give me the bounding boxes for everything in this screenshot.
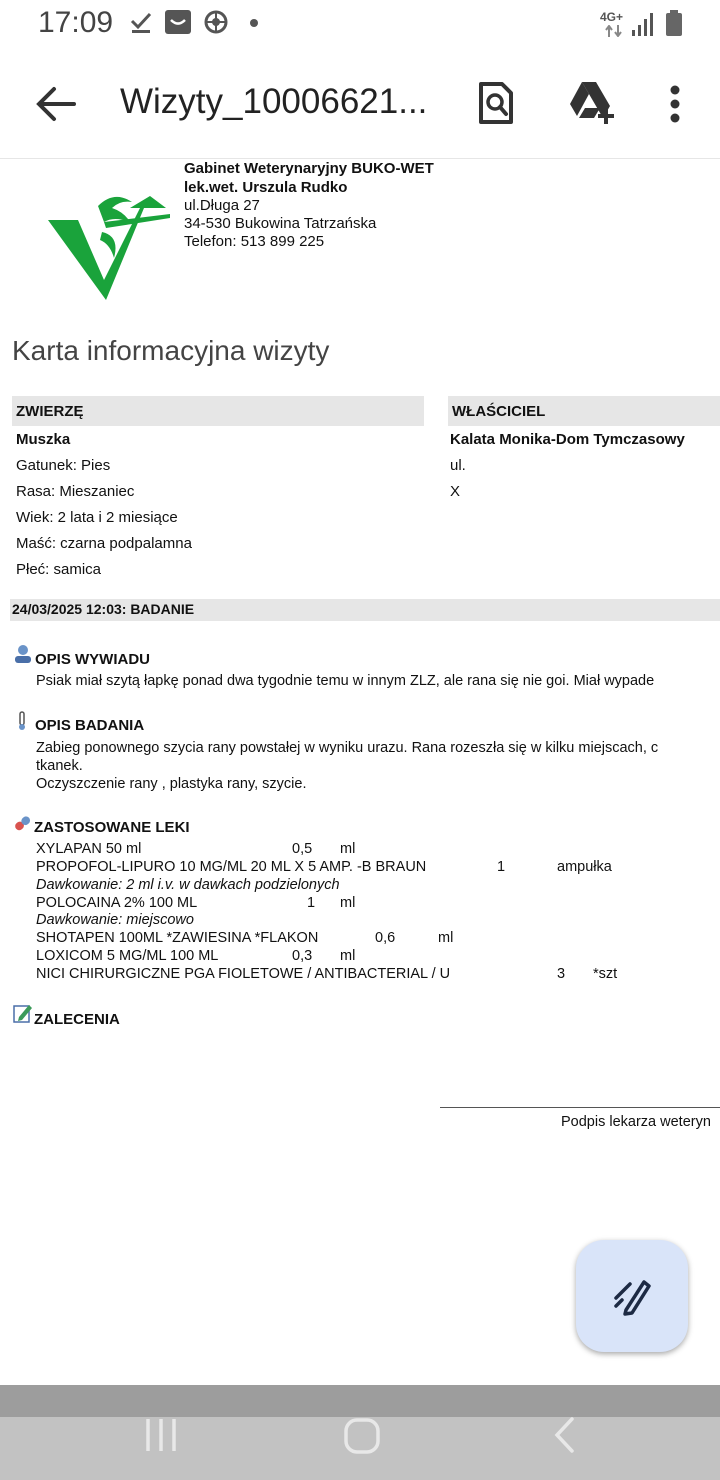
edit-pen-icon (612, 1276, 652, 1316)
edit-fab-button[interactable] (576, 1240, 688, 1352)
battery-icon (665, 10, 683, 37)
search-document-icon[interactable] (478, 82, 514, 124)
medicine-qty: 0,3 (292, 948, 313, 964)
animal-breed: Rasa: Mieszaniec (16, 483, 135, 500)
animal-section-label: ZWIERZĘ (16, 403, 84, 420)
clinic-name: Gabinet Weterynaryjny BUKO-WET (184, 160, 434, 177)
exam-text-line1: Zabieg ponownego szycia rany powstałej w wyniku urazu. Rana rozeszła się w kilku miejscach, c (36, 740, 659, 756)
medicine-qty: 0,6 (375, 930, 396, 946)
medicine-name: POLOCAINA 2% 100 ML (36, 895, 198, 911)
medicine-unit: ml (340, 948, 356, 964)
exam-text-line3: Oczyszczenie rany , plastyka rany, szycie. (36, 776, 307, 792)
signature-label: Podpis lekarza weteryn (561, 1114, 711, 1130)
animal-color: Maść: czarna podpalamna (16, 535, 192, 552)
check-icon (130, 10, 152, 34)
medicine-unit: ml (340, 841, 356, 857)
animal-name: Muszka (16, 431, 71, 448)
medicine-name: NICI CHIRURGICZNE PGA FIOLETOWE / ANTIBACTERIAL / U (36, 966, 451, 982)
medicine-qty: 1 (307, 895, 316, 911)
owner-city: X (450, 483, 461, 500)
clinic-street: ul.Długa 27 (184, 197, 260, 214)
nav-bar-strip (0, 1385, 720, 1417)
interview-text: Psiak miał szytą łapkę ponad dwa tygodnie temu w innym ZLZ, ale rana się nie goi. Miał wypade (36, 673, 655, 689)
medicine-name: PROPOFOL-LIPURO 10 MG/ML 20 ML X 5 AMP. -B BRAUN (36, 859, 427, 875)
more-vert-icon[interactable] (668, 84, 682, 124)
navigation-bar (0, 1385, 720, 1480)
medicines-title: ZASTOSOWANE LEKI (34, 819, 190, 836)
back-arrow-icon[interactable] (36, 86, 76, 122)
animal-age: Wiek: 2 lata i 2 miesiące (16, 509, 178, 526)
data-arrows-icon (604, 25, 624, 37)
status-bar (0, 0, 720, 50)
medicine-name: LOXICOM 5 MG/ML 100 ML (36, 948, 219, 964)
clinic-logo (44, 188, 174, 306)
status-time: 17:09 (38, 6, 114, 39)
app-bar (0, 50, 720, 159)
animal-sex: Płeć: samica (16, 561, 102, 578)
recommendations-title: ZALECENIA (34, 1011, 120, 1028)
medicine-qty: 3 (557, 966, 566, 982)
exam-title: OPIS BADANIA (35, 717, 145, 734)
signature-line (440, 1107, 720, 1108)
interview-title: OPIS WYWIADU (35, 651, 150, 668)
medicine-name: XYLAPAN 50 ml (36, 841, 142, 857)
inbox-icon (165, 10, 191, 34)
notepad-icon (13, 1003, 33, 1023)
thermometer-icon (17, 711, 27, 731)
owner-street: ul. (450, 457, 466, 474)
medicine-qty: 0,5 (292, 841, 313, 857)
document-heading: Karta informacyjna wizyty (12, 335, 330, 366)
visit-header: 24/03/2025 12:03: BADANIE (12, 601, 195, 617)
medicine-unit: ml (340, 895, 356, 911)
owner-name: Kalata Monika-Dom Tymczasowy (450, 431, 685, 448)
medicine-name: SHOTAPEN 100ML *ZAWIESINA *FLAKON (36, 930, 319, 946)
signal-icon (630, 12, 656, 36)
document-title: Wizyty_10006621... (120, 82, 428, 121)
medicine-qty: 1 (497, 859, 506, 875)
dot-icon (249, 18, 259, 28)
medicine-unit: *szt (593, 966, 618, 982)
back-icon[interactable] (553, 1417, 577, 1453)
medicine-dosage: Dawkowanie: 2 ml i.v. w dawkach podzielonych (36, 877, 340, 893)
medicine-dosage: Dawkowanie: miejscowo (36, 912, 194, 928)
exam-text-line2: tkanek. (36, 758, 83, 774)
clinic-phone: Telefon: 513 899 225 (184, 233, 325, 250)
interview-icon (13, 644, 33, 664)
medicine-unit: ampułka (557, 859, 612, 875)
flower-icon (203, 10, 229, 34)
recent-apps-icon[interactable] (144, 1417, 180, 1453)
drive-add-icon[interactable] (568, 80, 616, 124)
doctor-name: lek.wet. Urszula Rudko (184, 179, 348, 196)
clinic-city: 34-530 Bukowina Tatrzańska (184, 215, 377, 232)
medicine-unit: ml (438, 930, 454, 946)
pill-icon (13, 814, 33, 832)
home-icon[interactable] (343, 1417, 381, 1455)
animal-species: Gatunek: Pies (16, 457, 111, 474)
network-type: 4G+ (600, 10, 624, 24)
pdf-document[interactable] (0, 160, 720, 1385)
owner-section-label: WŁAŚCICIEL (452, 403, 546, 420)
